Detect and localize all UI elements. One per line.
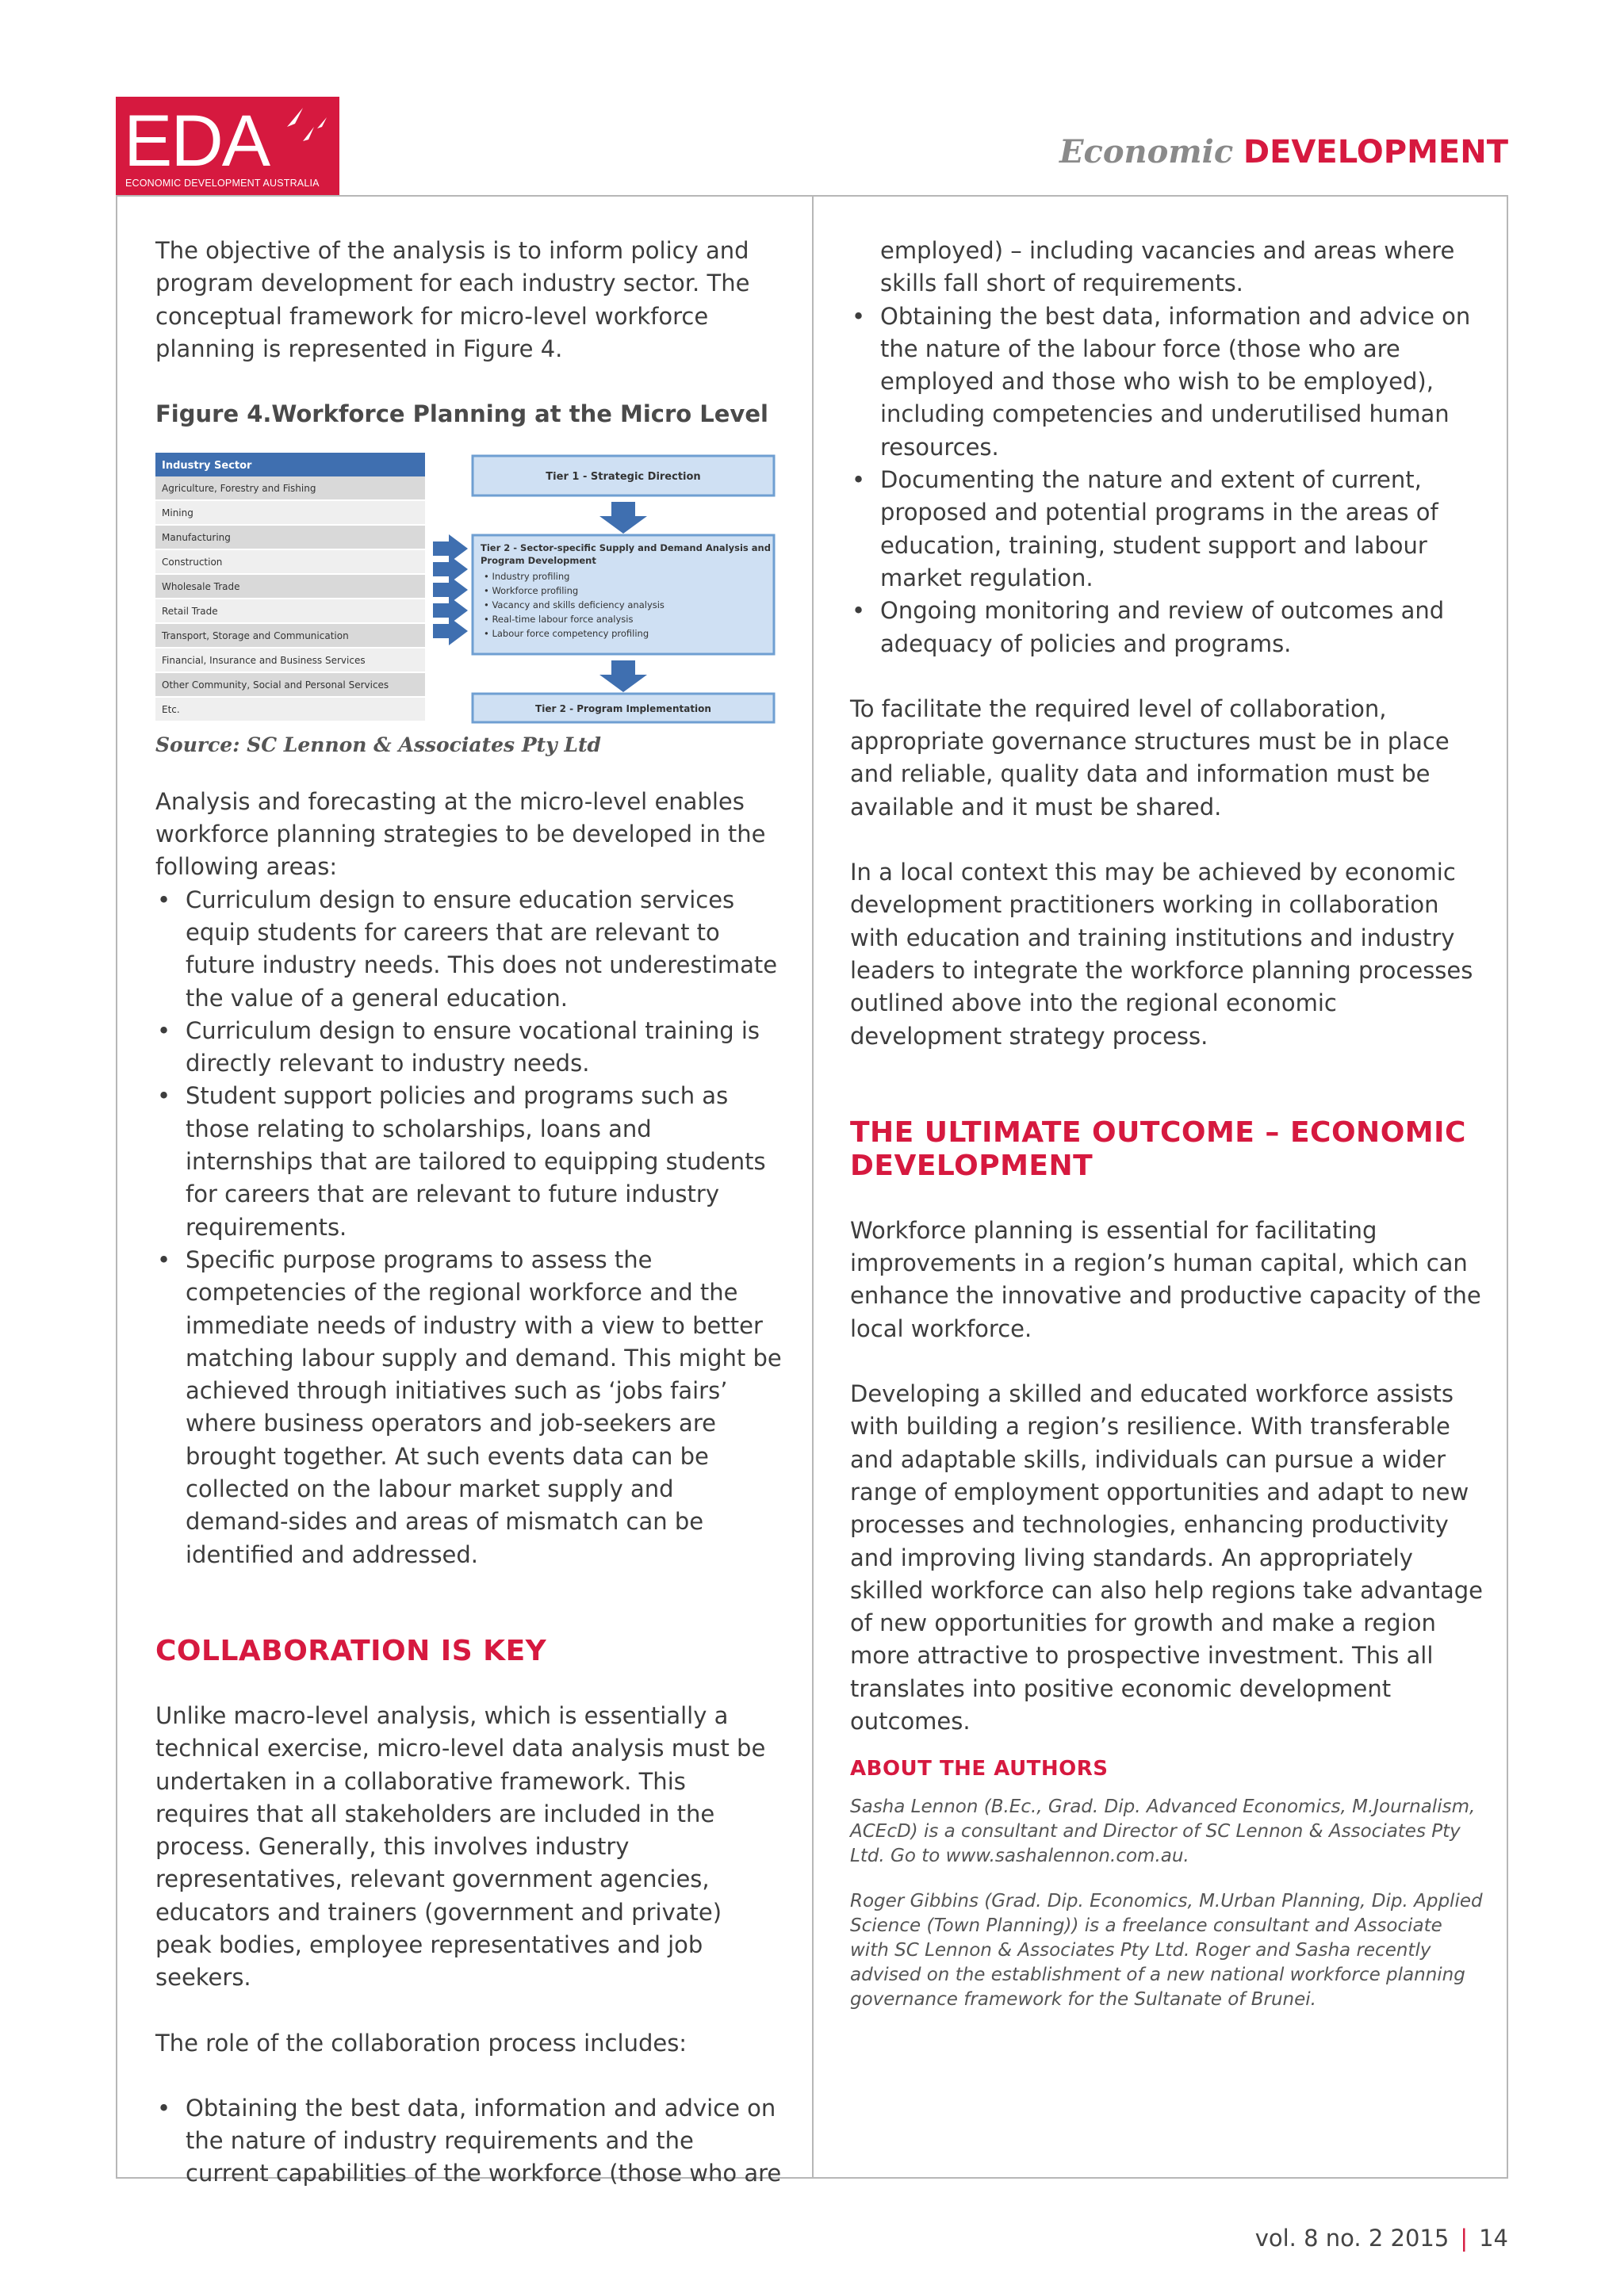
list-item: • Documenting the nature and extent of current, proposed and potential programs in the areas of education, training, student support and labour market regulation. xyxy=(850,464,1484,595)
header-italic: Economic xyxy=(1059,133,1234,170)
sector-label: Retail Trade xyxy=(162,606,218,618)
list-item: • Specific purpose programs to assess the competencies of the regional workforce and the immediate needs of industry with a view to better matching labour supply and demand. This might be achieved through initiatives such as ‘jobs fairs’ where business operators and job-seekers are brought together. At such events data can be collected on the labour market supply and demand-sides and areas of mismatch can be identified and addressed. xyxy=(155,1244,782,1571)
sector-label: Agriculture, Forestry and Fishing xyxy=(162,483,316,495)
logo-subtitle: ECONOMIC DEVELOPMENT AUSTRALIA xyxy=(125,178,320,189)
role-list xyxy=(155,2092,782,2191)
tier2-title-1: Tier 2 - Sector-specific Supply and Demand Analysis and xyxy=(481,542,771,554)
tier2-item: • Labour force competency profiling xyxy=(484,628,649,640)
tier2-title-2: Program Development xyxy=(481,555,596,567)
header-bold: DEVELOPMENT xyxy=(1243,134,1508,170)
volume-info: vol. 8 no. 2 2015 xyxy=(1254,2225,1450,2252)
sector-label: Construction xyxy=(162,557,223,568)
collaboration-heading: COLLABORATION IS KEY xyxy=(155,1634,547,1667)
author-bio-gibbins: Roger Gibbins (Grad. Dip. Economics, M.Urban Planning, Dip. Applied Science (Town Planning)) is a freelance consultant and Associate with SC Lennon & Associates Pty Ltd. Roger and Sasha recently advised on the establishment of a new national workforce planning governance framework for the Sultanate of Brunei. xyxy=(850,1891,1483,2011)
list-item: • Obtaining the best data, information and advice on the nature of industry requirements and the current capabilities of the workforce (those who are xyxy=(155,2092,782,2191)
footer-separator: | xyxy=(1460,2225,1469,2252)
figure-diagram xyxy=(155,453,782,724)
magazine-header xyxy=(1059,133,1508,170)
right-column xyxy=(850,235,1484,2012)
tier3-label: Tier 2 - Program Implementation xyxy=(535,703,711,715)
continued-text: employed) – including vacancies and areas where skills fall short of requirements. xyxy=(880,237,1455,297)
author-bio-lennon: Sasha Lennon (B.Ec., Grad. Dip. Advanced Economics, M.Journalism, ACEcD) is a consultant and Director of SC Lennon & Associates Pty Ltd. Go to www.sashalennon.com.au. xyxy=(850,1797,1476,1867)
outcome-heading: THE ULTIMATE OUTCOME – ECONOMIC DEVELOPMENT xyxy=(850,1115,1466,1182)
sector-label: Mining xyxy=(162,507,193,519)
tier1-label: Tier 1 - Strategic Direction xyxy=(546,471,701,484)
role-list-continued xyxy=(850,300,1484,660)
list-item: • Ongoing monitoring and review of outcomes and adequacy of policies and programs. xyxy=(850,595,1484,660)
sector-label: Manufacturing xyxy=(162,532,231,544)
list-item: • Student support policies and programs such as those relating to scholarships, loans and internships that are tailored to equipping students for careers that are relevant to future industry requirements. xyxy=(155,1080,782,1243)
list-item: • Curriculum design to ensure vocational training is directly relevant to industry needs. xyxy=(155,1015,782,1081)
right-arrow-icon xyxy=(433,617,468,645)
down-arrow-1 xyxy=(599,502,647,534)
local-context-paragraph: In a local context this may be achieved by economic development practitioners working in collaboration with education and training institutions and industry leaders to integrate the workforce planning processes outlined above into the regional economic development strategy process. xyxy=(850,859,1473,1050)
about-heading: ABOUT THE AUTHORS xyxy=(850,1757,1109,1781)
governance-paragraph: To facilitate the required level of collaboration, appropriate governance structures must be in place and reliable, quality data and information must be available and it must be shared. xyxy=(850,695,1450,821)
figure-title: Figure 4.Workforce Planning at the Micro Level xyxy=(155,400,768,428)
table-header: Industry Sector xyxy=(162,460,252,473)
sector-row xyxy=(155,698,425,721)
eda-logo xyxy=(116,97,339,195)
left-column xyxy=(155,235,782,2191)
sector-row xyxy=(155,501,425,524)
sector-label: Financial, Insurance and Business Services xyxy=(162,655,366,667)
analysis-list xyxy=(155,884,782,1571)
role-paragraph: The role of the collaboration process includes: xyxy=(155,2029,688,2057)
sector-label: Wholesale Trade xyxy=(162,581,240,593)
page-number: 14 xyxy=(1479,2225,1508,2252)
sector-label: Etc. xyxy=(162,704,180,716)
logo-text: EDA xyxy=(124,101,270,182)
figure-source: Source: SC Lennon & Associates Pty Ltd xyxy=(155,733,602,757)
workforce-paragraph: Workforce planning is essential for facilitating improvements in a region’s human capital, which can enhance the innovative and productive capacity of the local workforce. xyxy=(850,1216,1481,1342)
tier2-item: • Workforce profiling xyxy=(484,585,579,597)
tier2-item: • Industry profiling xyxy=(484,571,570,583)
intro-paragraph: The objective of the analysis is to inform policy and program development for each industry sector. The conceptual framework for micro-level workforce planning is represented in Figure 4. xyxy=(155,237,750,362)
sector-label: Transport, Storage and Communication xyxy=(162,630,349,642)
sector-label: Other Community, Social and Personal Services xyxy=(162,679,389,691)
list-item: • Obtaining the best data, information and advice on the nature of the labour force (those who are employed and those who wish to be employed), including competencies and underutilised human resources. xyxy=(850,300,1484,464)
list-item: • Curriculum design to ensure education services equip students for careers that are relevant to future industry needs. This does not underestimate the value of a general education. xyxy=(155,884,782,1015)
collaboration-paragraph: Unlike macro-level analysis, which is essentially a technical exercise, micro-level data analysis must be undertaken in a collaborative framework. This requires that all stakeholders are included in the process. Generally, this involves industry representatives, relevant government agencies, educators and trainers (government and private) peak bodies, employee representatives and job seekers. xyxy=(155,1701,766,1992)
column-divider xyxy=(812,195,814,2179)
down-arrow-2 xyxy=(599,660,647,692)
tier2-item: • Vacancy and skills deficiency analysis xyxy=(484,599,665,611)
birds-icon xyxy=(271,103,335,151)
page-footer xyxy=(1255,2225,1508,2252)
skills-paragraph: Developing a skilled and educated workforce assists with building a region’s resilience. With transferable and adaptable skills, individuals can pursue a wider range of employment opportunities and adapt to new processes and technologies, enhancing productivity and improving living standards. An appropriately skilled workforce can also help regions take advantage of new opportunities for growth and make a region more attractive to prospective investment. This all translates into positive economic development outcomes. xyxy=(850,1380,1483,1735)
tier2-item: • Real-time labour force analysis xyxy=(484,614,634,626)
analysis-intro: Analysis and forecasting at the micro-level enables workforce planning strategies to be developed in the following areas: xyxy=(155,787,766,881)
